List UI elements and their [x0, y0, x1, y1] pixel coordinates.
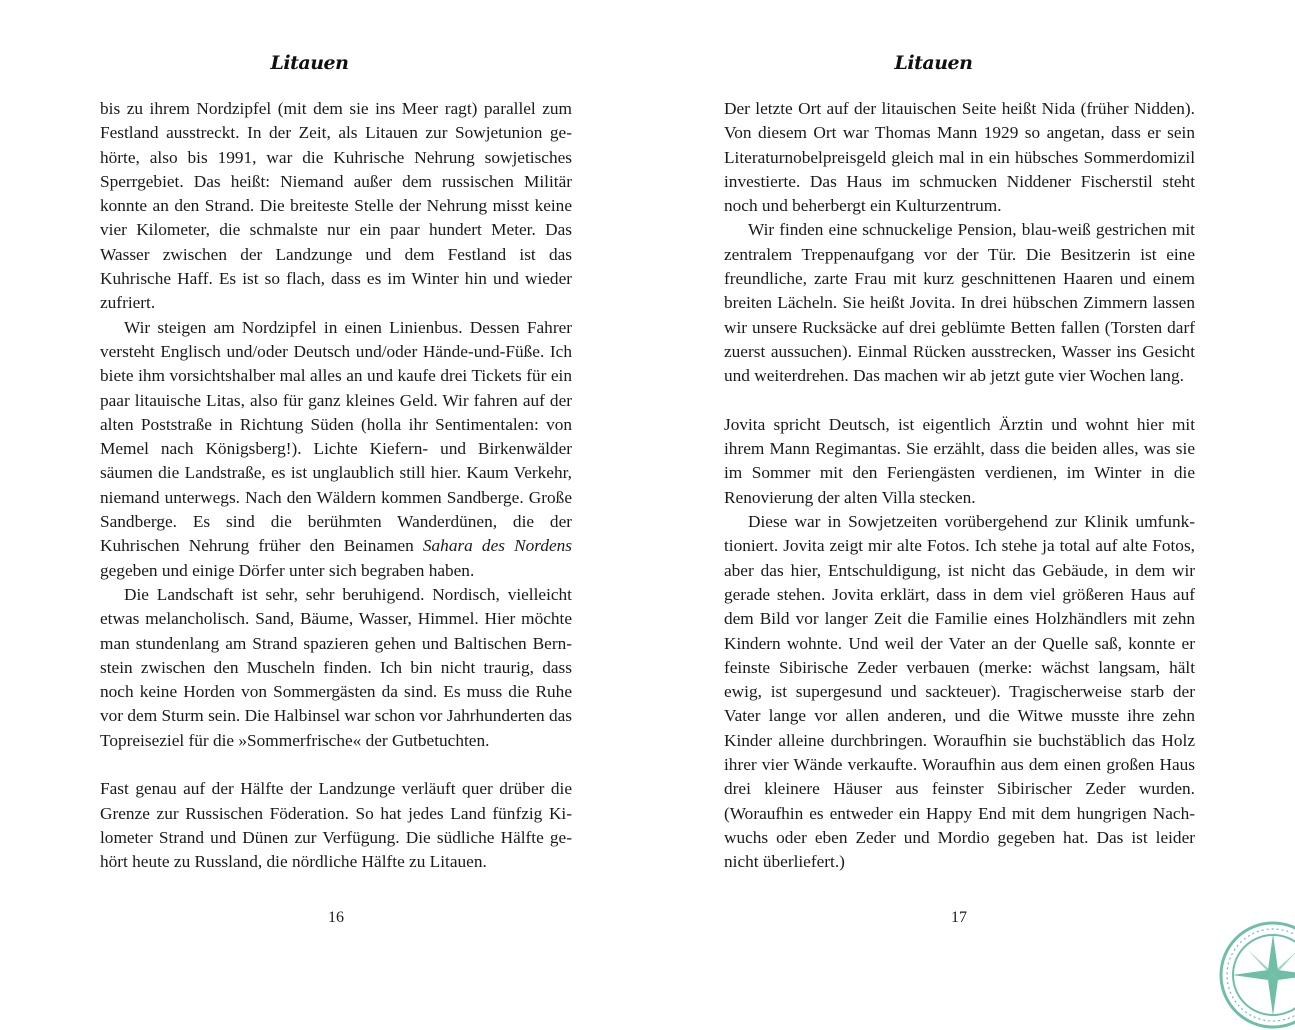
- right-page: [648, 0, 1295, 1000]
- running-head: Litauen: [270, 52, 349, 74]
- page-number: 17: [951, 909, 967, 926]
- left-page: [0, 0, 647, 1000]
- paragraph: Wir finden eine schnuckelige Pension, blau-weiß gestrichen mit zentralem Treppenaufgang vor der Tür. Die Besitzerin ist eine freundliche, zarte Frau mit kurz geschnittenen Haaren und einem breiten Lächeln. Sie heißt Jovita. In drei hübschen Zimmern lassen wir unsere Rucksäcke auf drei geblümte Betten fallen (Torsten darf zuerst aussuchen). Einmal Rücken ausstrecken, Wasser ins Gesicht und weiterdrehen. Das machen wir ab jetzt gute vier Wochen lang.: [724, 220, 1195, 386]
- paragraph: Jovita spricht Deutsch, ist eigentlich Ärztin und wohnt hier mit ihrem Mann Regimantas. Sie erzählt, dass die beiden alles, was sie im Sommer mit den Feriengästen verdienen, im Winter in die Renovierung der alten Villa stecken.: [724, 414, 1195, 507]
- paragraph: bis zu ihrem Nordzipfel (mit dem sie ins Meer ragt) parallel zum Festland ausstreckt. In der Zeit, als Litauen zur Sowjetunion gehörte, also bis 1991, war die Kuhrische Nehrung sowjetisches Sperrgebiet. Das heißt: Niemand außer dem russischen Militär konnte an den Strand. Die breiteste Stelle der Nehrung misst keine vier Kilometer, die schmalste nur ein paar hundert Meter. Das Wasser zwischen der Landzunge und dem Festland ist das Kuhrische Haff. Es ist so flach, dass es im Winter hin und wieder zufriert.: [100, 99, 572, 313]
- body-text: [724, 97, 1195, 875]
- paragraph: Der letzte Ort auf der litauischen Seite heißt Nida (früher Nidden). Von diesem Ort war Thomas Mann 1929 so angetan, dass er sein Literaturnobelpreisgeld gleich mal in ein hübsches Sommerdomizil investierte. Das Haus im schmucken Niddener Fischerstil steht noch und beherbergt ein Kulturzentrum.: [724, 99, 1195, 216]
- body-text: [100, 97, 572, 875]
- paragraph: Fast genau auf der Hälfte der Landzunge verläuft quer drüber die Grenze zur Russischen Föderation. So hat jedes Land fünfzig Kilometer Strand und Dünen zur Verfügung. Die südliche Hälfte gehört heute zu Russland, die nördliche Hälfte zu Litauen.: [100, 779, 572, 872]
- italic-phrase: Sahara des Nordens: [422, 536, 572, 556]
- running-head: Litauen: [894, 52, 973, 74]
- paragraph: [100, 316, 572, 583]
- paragraph-text: gegeben und einige Dörfer unter sich begraben haben.: [100, 560, 475, 580]
- paragraph: Diese war in Sowjetzeiten vorübergehend zur Klinik umfunktioniert. Jovita zeigt mir alte Fotos. Ich stehe ja total auf alte Fotos, aber das hier, Entschuldigung, ist nicht das Gebäude, in dem wir gerade stehen. Jovita erklärt, dass in dem viel größeren Haus auf dem Bild vor langer Zeit die Familie eines Holzhändlers mit zehn Kindern wohnte. Und weil der Vater an der Quelle saß, konnte er feinste Sibirische Zeder verbauen (merke: wächst langsam, hält ewig, ist supergesund und sackteuer). Tragischerweise starb der Vater lange vor allen anderen, und die Witwe musste ihre zehn Kinder alleine durchbringen. Woraufhin sie buchstäblich das Holz ihrer vier Wände verkaufte. Woraufhin aus dem einen großen Haus drei kleinere Häuser aus feinster Sibirischer Zeder wurden. (Woraufhin es entweder ein Happy End mit dem hungrigen Nachwuchs oder eben Zeder und Mordio gegeben hat. Das ist leider nicht überliefert.): [724, 512, 1195, 872]
- paragraph-text: Wir steigen am Nordzipfel in einen Linienbus. Dessen Fahrer versteht Englisch und/oder Deutsch und/oder Hände-und-Füße. Ich biete ihm vorsichtshalber mal alles an und kaufe drei Tickets für ein paar litauische Litas, also für ganz kleines Geld. Wir fahren auf der alten Poststraße in Richtung Süden (holla ihr Sentimentalen: von Memel nach Königsberg!). Lichte Kiefern- und Birkenwälder säumen die Landstraße, es ist unglaublich still hier. Kaum Verkehr, niemand unterwegs. Nach den Wäldern kommen Sandberge. Große Sandberge. Es sind die berühmten Wanderdünen, die der Kuhrischen Nehrung früher den Beinamen: [100, 317, 572, 556]
- compass-rose-icon: [1218, 920, 1295, 1030]
- paragraph: Die Landschaft ist sehr, sehr beruhigend. Nordisch, vielleicht etwas melancholisch. Sand, Bäume, Wasser, Himmel. Hier möchte man stundenlang am Strand spazieren gehen und Baltischen Bernstein zwischen den Muscheln finden. Ich bin nicht traurig, dass noch keine Horden von Sommergästen da sind. Es muss die Ruhe vor dem Sturm sein. Die Halbinsel war schon vor Jahrhunderten das Topreiseziel für die »Sommerfrische« der Gutbetuchten.: [100, 584, 572, 750]
- page-number: 16: [328, 909, 344, 926]
